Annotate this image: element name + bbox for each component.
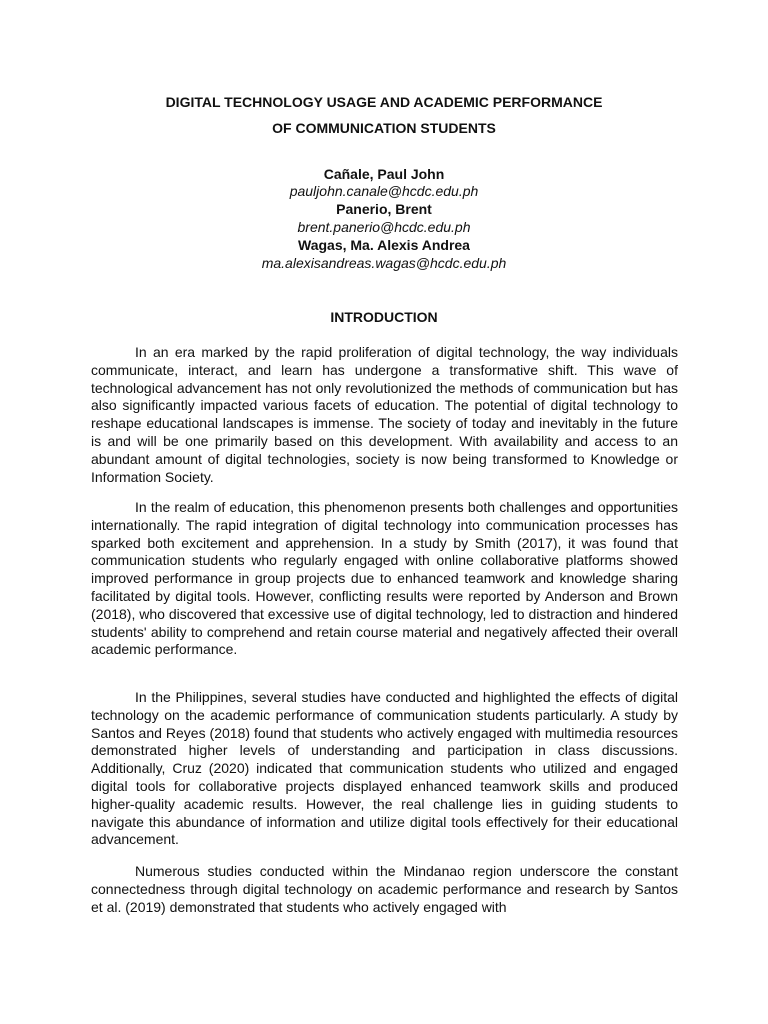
- author-name: Cañale, Paul John: [323, 166, 445, 182]
- paper-title-line-1: DIGITAL TECHNOLOGY USAGE AND ACADEMIC PERFORMANCE: [165, 94, 603, 110]
- paper-title-line-2: OF COMMUNICATION STUDENTS: [272, 120, 496, 136]
- author-name: Panerio, Brent: [336, 201, 432, 217]
- author-email: ma.alexisandreas.wagas@hcdc.edu.ph: [261, 255, 507, 271]
- author-name: Wagas, Ma. Alexis Andrea: [298, 237, 470, 253]
- body-paragraph: In the realm of education, this phenomenon presents both challenges and opportunities internationally. The rapid integration of digital technology into communication processes has sparked both excitement and apprehension. In a study by Smith (2017), it was found that communication students who regularly engaged with online collaborative platforms showed improved performance in group projects due to enhanced teamwork and knowledge sharing facilitated by digital tools. However, conflicting results were reported by Anderson and Brown (2018), who discovered that excessive use of digital technology, led to distraction and hindered students' ability to comprehend and retain course material and negatively affected their overall academic performance.: [91, 499, 678, 658]
- section-heading: INTRODUCTION: [330, 309, 438, 325]
- author-email: pauljohn.canale@hcdc.edu.ph: [289, 183, 479, 199]
- body-paragraph: In the Philippines, several studies have conducted and highlighted the effects of digital technology on the academic performance of communication students particularly. A study by Santos and Reyes (2018) found that students who actively engaged with multimedia resources demonstrated higher levels of understanding and participation in class discussions. Additionally, Cruz (2020) indicated that communication students who utilized and engaged digital tools for collaborative projects displayed enhanced teamwork skills and produced higher-quality academic results. However, the real challenge lies in guiding students to navigate this abundance of information and utilize digital tools effectively for their educational advancement.: [91, 689, 678, 848]
- body-paragraph: In an era marked by the rapid proliferation of digital technology, the way individuals communicate, interact, and learn has undergone a transformative shift. This wave of technological advancement has not only revolutionized the methods of communication but has also significantly impacted various facets of education. The potential of digital technology to reshape educational landscapes is immense. The society of today and inevitably in the future is and will be one primarily based on this development. With availability and access to an abundant amount of digital technologies, society is now being transformed to Knowledge or Information Society.: [91, 344, 678, 485]
- author-email: brent.panerio@hcdc.edu.ph: [297, 219, 471, 235]
- body-paragraph: Numerous studies conducted within the Mindanao region underscore the constant connectedness through digital technology on academic performance and research by Santos et al. (2019) demonstrated that students who actively engaged with: [91, 863, 678, 915]
